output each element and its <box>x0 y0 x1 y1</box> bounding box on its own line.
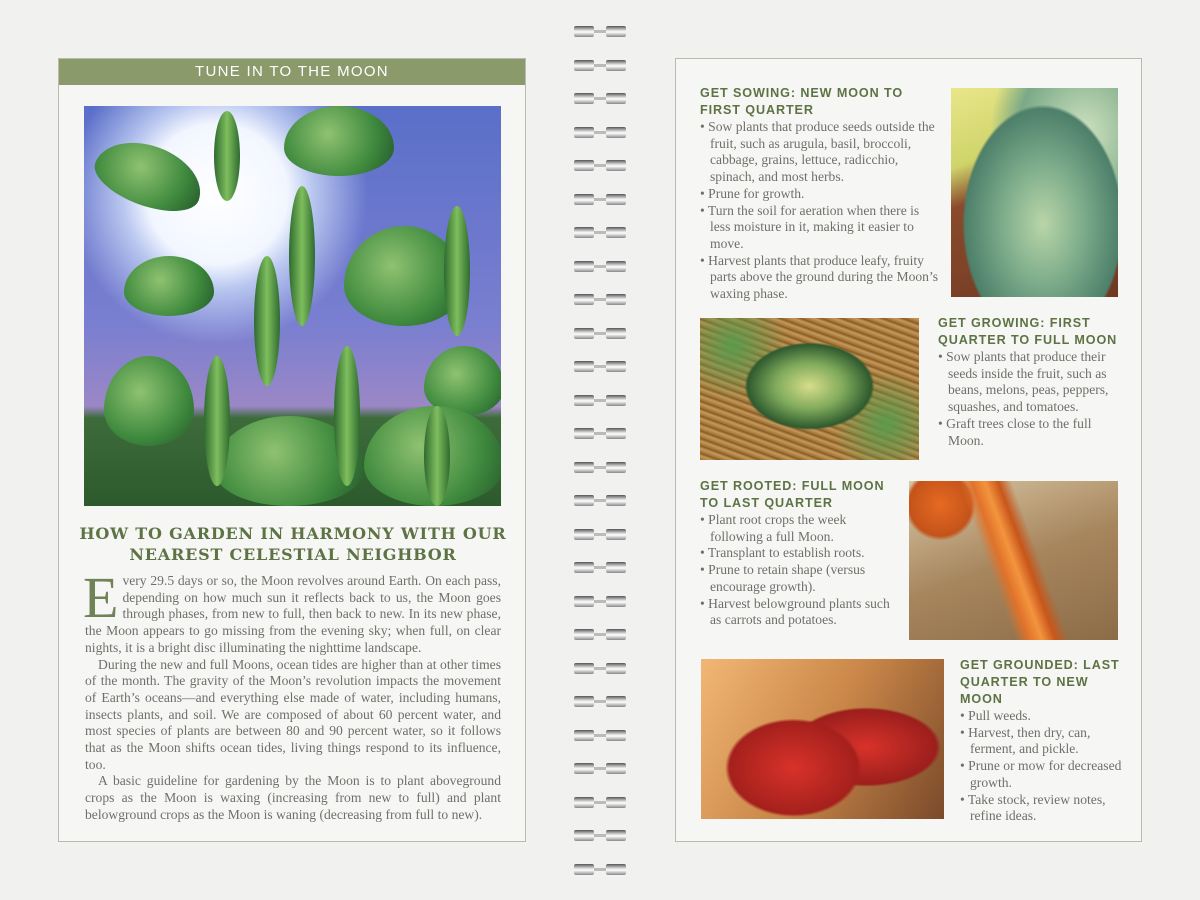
section-get-rooted <box>700 478 900 629</box>
spiral-binding <box>574 0 626 900</box>
spiral-ring <box>574 730 626 741</box>
bullet-item: • Sow plants that produce their seeds inside the fruit, such as beans, melons, peas, peppers, squashes, and tomatoes. <box>938 349 1128 416</box>
spiral-ring <box>574 696 626 707</box>
paragraph: very 29.5 days or so, the Moon revolves around Earth. On each pass, depending on how much sun it reflects back to us, the Moon goes through phases, from new to full, then back to new. In its new phase, the Moon appears to go missing from the evening sky; when full, on clear nights, it is a bright disc illuminating the nighttime landscape. <box>85 573 501 655</box>
watermelon-illustration <box>700 318 919 460</box>
bullet-item: • Harvest belowground plants such as carrots and potatoes. <box>700 596 900 629</box>
article-heading: HOW TO GARDEN IN HARMONY WITH OUR NEAREST CELESTIAL NEIGHBOR <box>79 524 507 564</box>
right-page <box>675 58 1142 842</box>
spiral-ring <box>574 227 626 238</box>
spiral-ring <box>574 462 626 473</box>
spiral-ring <box>574 763 626 774</box>
drop-cap: E <box>83 565 119 630</box>
bullet-item: • Prune to retain shape (versus encourage growth). <box>700 562 900 595</box>
paragraph: A basic guideline for gardening by the Moon is to plant aboveground crops as the Moon is waxing (increasing from new to full) and plant belowground crops as the Moon is waning (decreasing from full to new). <box>85 773 501 822</box>
spiral-ring <box>574 160 626 171</box>
section-get-sowing <box>700 85 940 303</box>
spiral-ring <box>574 596 626 607</box>
bullet-item: • Turn the soil for aeration when there is less moisture in it, making it easier to move. <box>700 203 940 253</box>
bullet-item: • Harvest plants that produce leafy, fruity parts above the ground during the Moon’s waxing phase. <box>700 253 940 303</box>
paragraph: During the new and full Moons, ocean tides are higher than at other times of the month. The gravity of the Moon’s revolution impacts the movement of Earth’s oceans—and everything else made of water, including humans, insects plants, and soil. We are composed of about 60 percent water, and most species of plants are between 80 and 90 percent water, so it follows that as the Moon shifts ocean tides, living things respond to its influence, too. <box>85 656 501 772</box>
spiral-ring <box>574 361 626 372</box>
spiral-ring <box>574 328 626 339</box>
section-banner: TUNE IN TO THE MOON <box>59 59 525 85</box>
section-heading: GET GROUNDED: LAST QUARTER TO NEW MOON <box>960 658 1120 706</box>
spiral-ring <box>574 26 626 37</box>
spiral-ring <box>574 60 626 71</box>
article-body <box>83 565 501 824</box>
section-heading: GET SOWING: NEW MOON TO FIRST QUARTER <box>700 86 904 117</box>
spiral-ring <box>574 529 626 540</box>
spiral-ring <box>574 797 626 808</box>
section-heading: GET ROOTED: FULL MOON TO LAST QUARTER <box>700 479 885 510</box>
spiral-ring <box>574 428 626 439</box>
spiral-ring <box>574 194 626 205</box>
spiral-ring <box>574 495 626 506</box>
section-get-grounded <box>960 657 1135 825</box>
cabbage-rabbit-illustration <box>951 88 1118 297</box>
pickle-jars-illustration <box>701 659 944 819</box>
section-get-growing <box>938 315 1128 449</box>
spiral-ring <box>574 562 626 573</box>
carrots-illustration <box>909 481 1118 640</box>
bullet-item: • Graft trees close to the full Moon. <box>938 416 1128 449</box>
bullet-item: • Transplant to establish roots. <box>700 545 900 562</box>
spiral-ring <box>574 93 626 104</box>
bullet-item: • Prune for growth. <box>700 186 940 203</box>
bullet-item: • Prune or mow for decreased growth. <box>960 758 1135 791</box>
bullet-item: • Pull weeds. <box>960 708 1135 725</box>
bullet-item: • Plant root crops the week following a full Moon. <box>700 512 900 545</box>
spiral-ring <box>574 395 626 406</box>
spiral-ring <box>574 830 626 841</box>
spiral-ring <box>574 261 626 272</box>
section-heading: GET GROWING: FIRST QUARTER TO FULL MOON <box>938 316 1118 347</box>
left-page <box>58 58 526 842</box>
bullet-item: • Take stock, review notes, refine ideas. <box>960 792 1135 825</box>
bullet-item: • Harvest, then dry, can, ferment, and pickle. <box>960 725 1135 758</box>
bullet-item: • Sow plants that produce seeds outside the fruit, such as arugula, basil, broccoli, cabbage, grains, lettuce, radicchio, spinach, and most herbs. <box>700 119 940 186</box>
spiral-ring <box>574 663 626 674</box>
spiral-ring <box>574 294 626 305</box>
spiral-ring <box>574 629 626 640</box>
spiral-ring <box>574 127 626 138</box>
pea-plants-moon-illustration <box>84 106 501 506</box>
spiral-ring <box>574 864 626 875</box>
